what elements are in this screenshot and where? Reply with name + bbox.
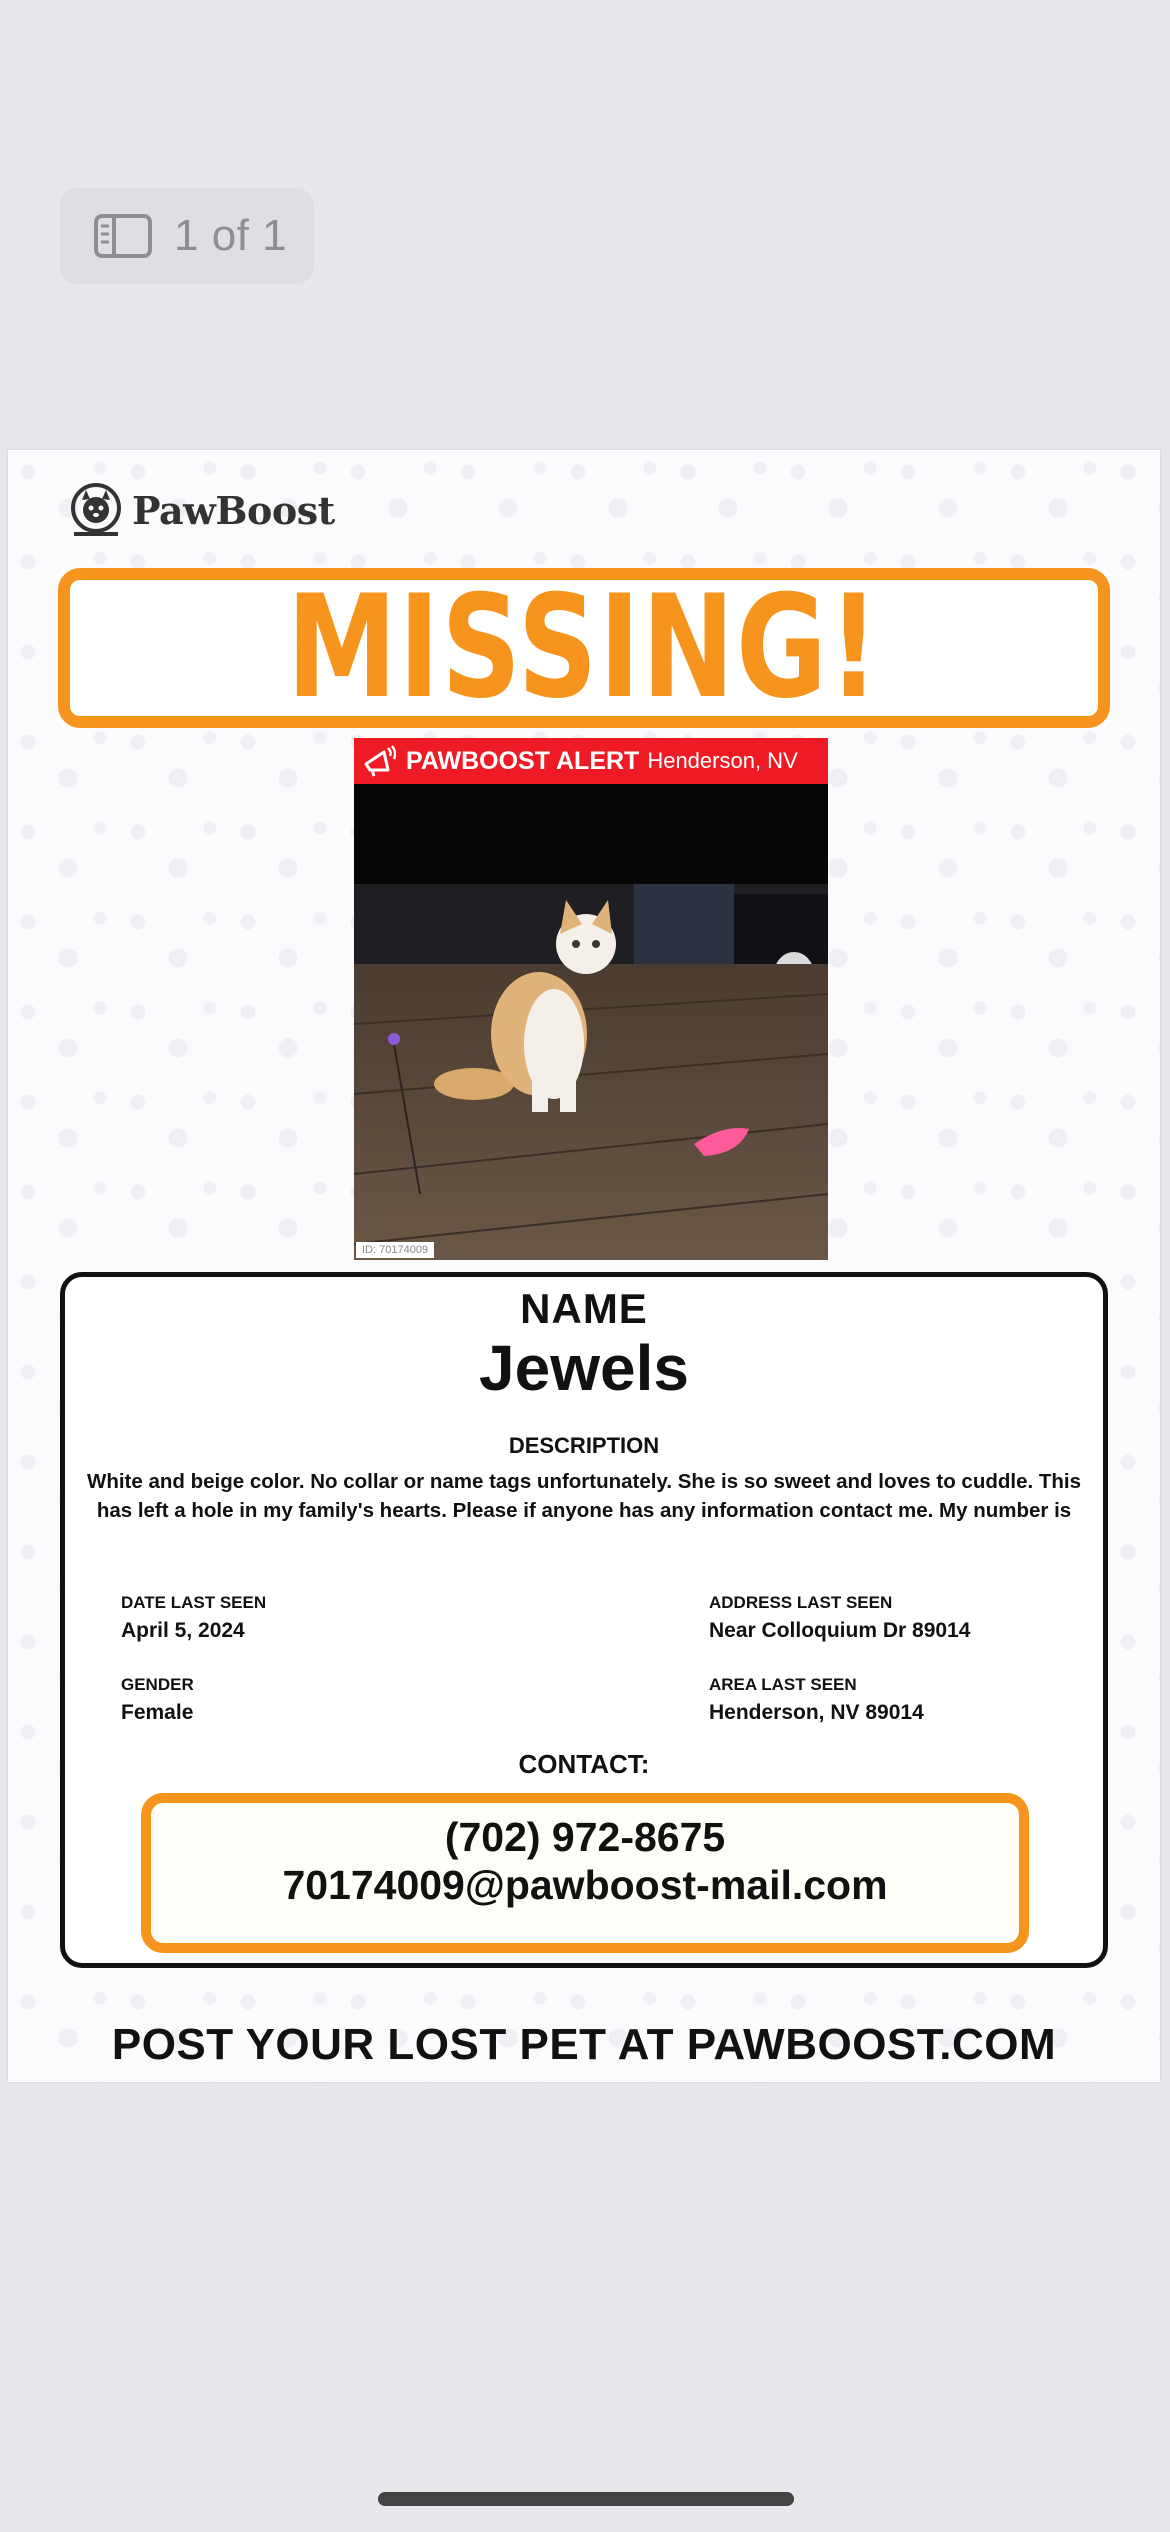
alert-location: Henderson, NV xyxy=(647,748,798,773)
date-last-seen-field xyxy=(121,1593,266,1643)
name-label: NAME xyxy=(520,1285,648,1332)
area-last-seen-label: AREA LAST SEEN xyxy=(709,1675,857,1694)
brand-name: PawBoost xyxy=(132,487,335,533)
gender-label: GENDER xyxy=(121,1675,194,1694)
pet-photo-block xyxy=(354,738,828,1260)
lost-pet-flyer xyxy=(8,450,1160,2082)
date-last-seen-label: DATE LAST SEEN xyxy=(121,1593,267,1612)
pawboost-logo xyxy=(70,482,335,538)
address-last-seen-value: Near Colloquium Dr 89014 xyxy=(709,1619,971,1642)
cat-photo-image xyxy=(354,784,828,1260)
contact-label: CONTACT: xyxy=(518,1749,650,1779)
footer-cta: POST YOUR LOST PET AT PAWBOOST.COM xyxy=(111,2020,1057,2069)
date-last-seen-value: April 5, 2024 xyxy=(121,1619,245,1642)
photo-id-label: ID: 70174009 xyxy=(356,1242,434,1258)
area-last-seen-field xyxy=(709,1675,924,1725)
page-count-label: 1 of 1 xyxy=(174,211,288,260)
contact-phone[interactable]: (702) 972-8675 xyxy=(444,1814,726,1860)
contact-box xyxy=(141,1793,1029,1953)
sidebar-icon xyxy=(94,214,152,258)
description-text: White and beige color. No collar or name tags unfortunately. She is so sweet and loves to cuddle. This has left a hole in my family's hearts. Please if anyone has any information contact me. My number is xyxy=(86,1470,1082,1522)
missing-banner xyxy=(58,565,1110,730)
pet-photo xyxy=(354,784,828,1260)
pet-name: Jewels xyxy=(479,1332,689,1404)
pet-info-card xyxy=(60,1272,1108,1968)
alert-megaphone-icon xyxy=(362,744,396,778)
missing-headline: MISSING! xyxy=(287,565,881,730)
page-indicator[interactable] xyxy=(60,188,314,284)
gender-field xyxy=(121,1675,194,1725)
area-last-seen-value: Henderson, NV 89014 xyxy=(709,1701,924,1724)
contact-email[interactable]: 70174009@pawboost-mail.com xyxy=(282,1862,888,1908)
alert-bar xyxy=(354,738,828,784)
address-last-seen-label: ADDRESS LAST SEEN xyxy=(709,1593,893,1612)
home-indicator[interactable] xyxy=(378,2492,794,2506)
address-last-seen-field xyxy=(709,1593,970,1643)
pawboost-dog-icon xyxy=(70,482,122,538)
gender-value: Female xyxy=(121,1701,194,1724)
alert-title: PAWBOOST ALERT xyxy=(406,746,640,775)
description-label: DESCRIPTION xyxy=(508,1433,660,1458)
